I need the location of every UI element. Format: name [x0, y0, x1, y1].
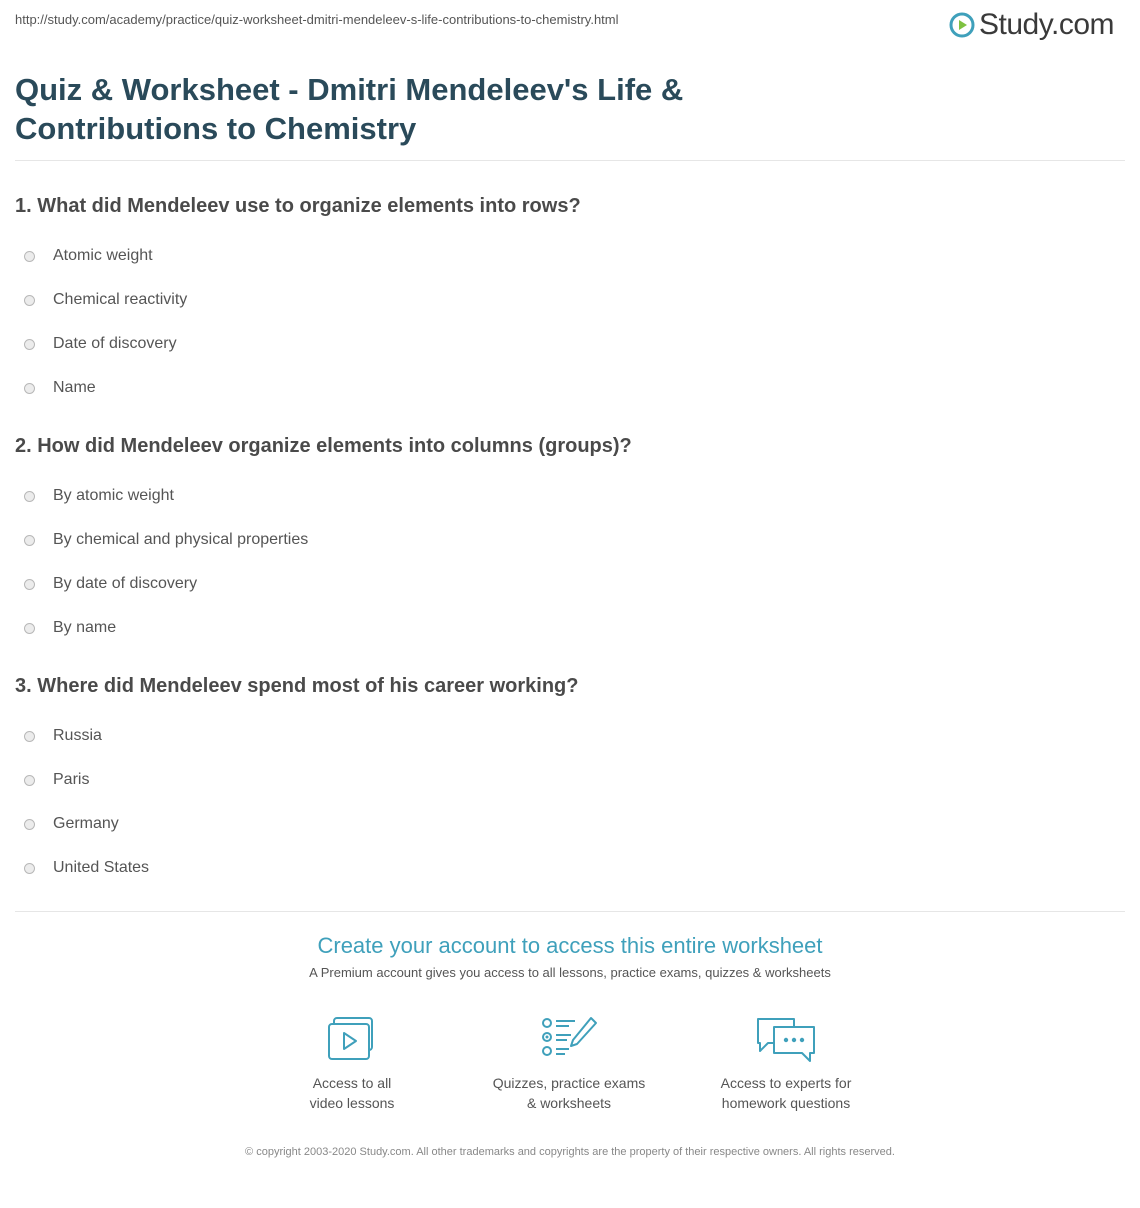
answer-options	[15, 234, 581, 410]
answer-option[interactable]	[15, 846, 578, 890]
feature-label-line: Access to experts for	[720, 1075, 852, 1091]
quiz-checklist-icon	[539, 1015, 599, 1063]
answer-option[interactable]	[15, 802, 578, 846]
answer-label: Name	[53, 379, 96, 396]
radio-button[interactable]	[24, 383, 35, 394]
answer-option[interactable]	[15, 714, 578, 758]
feature-label-line: & worksheets	[526, 1095, 612, 1111]
radio-button[interactable]	[24, 491, 35, 502]
question-3	[15, 675, 578, 890]
radio-button[interactable]	[24, 535, 35, 546]
answer-label: Date of discovery	[53, 335, 177, 352]
feature-label	[469, 1073, 669, 1113]
radio-button[interactable]	[24, 863, 35, 874]
answer-option[interactable]	[15, 322, 581, 366]
answer-label: By name	[53, 619, 117, 636]
answer-option[interactable]	[15, 518, 632, 562]
radio-button[interactable]	[24, 295, 35, 306]
answer-option[interactable]	[15, 758, 578, 802]
radio-button[interactable]	[24, 251, 35, 262]
answer-label: Paris	[53, 771, 90, 788]
feature-label-line: Quizzes, practice exams	[492, 1075, 646, 1091]
question-text: 3. Where did Mendeleev spend most of his career working?	[15, 675, 579, 697]
play-circle-icon	[949, 12, 975, 38]
answer-option[interactable]	[15, 234, 581, 278]
divider	[15, 160, 1125, 161]
question-text: 1. What did Mendeleev use to organize elements into rows?	[15, 195, 581, 217]
divider	[15, 911, 1125, 912]
feature-label	[252, 1073, 452, 1113]
answer-label: United States	[53, 859, 150, 876]
radio-button[interactable]	[24, 339, 35, 350]
feature-video-lessons	[252, 1015, 452, 1113]
study-logo[interactable]	[949, 8, 1114, 42]
create-account-link[interactable]: Create your account to access this entire worksheet	[317, 933, 823, 958]
answer-option[interactable]	[15, 606, 632, 650]
chat-bubbles-icon	[754, 1015, 818, 1063]
answer-label: By atomic weight	[53, 487, 174, 504]
radio-button[interactable]	[24, 819, 35, 830]
question-1	[15, 195, 581, 410]
feature-label	[686, 1073, 886, 1113]
question-text: 2. How did Mendeleev organize elements into columns (groups)?	[15, 435, 632, 457]
feature-experts	[686, 1015, 886, 1113]
cta-subtitle: A Premium account gives you access to all lessons, practice exams, quizzes & worksheets	[309, 965, 831, 980]
answer-label: Germany	[53, 815, 119, 832]
answer-label: By date of discovery	[53, 575, 198, 592]
feature-quizzes	[469, 1015, 669, 1113]
page-title: Quiz & Worksheet - Dmitri Mendeleev's Life & Contributions to Chemistry	[15, 72, 684, 146]
answer-label: Chemical reactivity	[53, 291, 188, 308]
page-url: http://study.com/academy/practice/quiz-worksheet-dmitri-mendeleev-s-life-contributions-to-chemistry.html	[15, 12, 619, 27]
answer-options	[15, 714, 578, 890]
radio-button[interactable]	[24, 731, 35, 742]
answer-option[interactable]	[15, 562, 632, 606]
logo-text: Study.com	[979, 8, 1114, 41]
copyright-text: © copyright 2003-2020 Study.com. All other trademarks and copyrights are the property of their respective owners. All rights reserved.	[245, 1146, 895, 1158]
feature-label-line: Access to all	[312, 1075, 392, 1091]
answer-option[interactable]	[15, 278, 581, 322]
answer-option[interactable]	[15, 366, 581, 410]
radio-button[interactable]	[24, 579, 35, 590]
answer-option[interactable]	[15, 474, 632, 518]
feature-label-line: video lessons	[309, 1095, 395, 1111]
question-2	[15, 435, 632, 650]
answer-options	[15, 474, 632, 650]
feature-label-line: homework questions	[721, 1095, 851, 1111]
answer-label: By chemical and physical properties	[53, 531, 309, 548]
radio-button[interactable]	[24, 775, 35, 786]
answer-label: Atomic weight	[53, 247, 153, 264]
video-lessons-icon	[324, 1015, 380, 1063]
radio-button[interactable]	[24, 623, 35, 634]
answer-label: Russia	[53, 727, 102, 744]
